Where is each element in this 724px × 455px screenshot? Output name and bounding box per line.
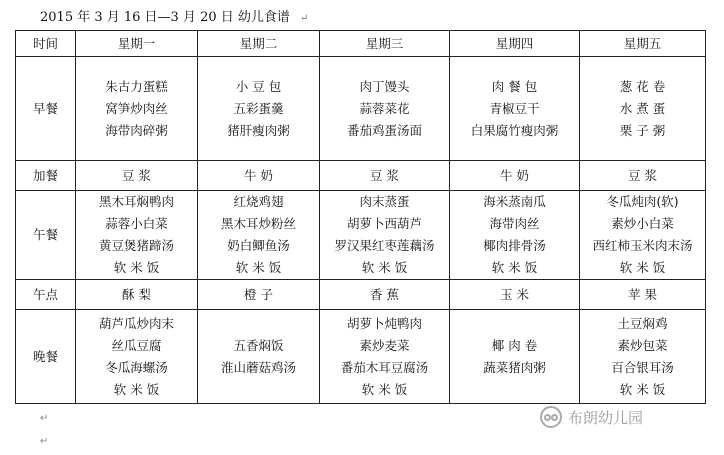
- dish-item: 丝瓜豆腐: [111, 338, 162, 353]
- menu-cell-wednesday: [320, 310, 450, 404]
- menu-cell-monday: [76, 161, 198, 191]
- dish-item: 青椒豆干: [489, 100, 540, 116]
- dish-item: 水 煮 蛋: [619, 100, 666, 116]
- dish-item: 椰 肉 卷: [491, 338, 538, 353]
- dish-item: 葱 花 卷: [619, 78, 666, 94]
- menu-cell-tuesday: [198, 191, 320, 280]
- dish-item: 软 米 饭: [361, 382, 408, 397]
- dish-item: 牛 奶: [244, 167, 273, 183]
- dish-item: 番茄木耳豆腐汤: [340, 360, 429, 375]
- paragraph-mark: ↵: [40, 436, 49, 447]
- menu-cell-thursday: [450, 280, 580, 310]
- dish-item: 五彩蛋羹: [233, 100, 284, 116]
- dish-item: 软 米 饭: [113, 382, 160, 397]
- dish-item: 百合银耳汤: [611, 360, 674, 375]
- dish-item: 肉 餐 包: [491, 78, 538, 94]
- menu-cell-wednesday: [320, 57, 450, 161]
- dish-item: [450, 313, 579, 335]
- menu-cell-monday: [76, 280, 198, 310]
- dish-item: 黑木耳炒粉丝: [220, 216, 296, 231]
- menu-cell-wednesday: [320, 191, 450, 280]
- dish-item: 五香焖饭: [233, 338, 284, 353]
- dish-item: [198, 313, 319, 335]
- menu-cell-tuesday: [198, 310, 320, 404]
- meal-row: [16, 191, 706, 280]
- weekly-menu-table: [15, 30, 706, 404]
- dish-item: 软 米 饭: [361, 260, 408, 275]
- header-row: [16, 31, 706, 57]
- dish-item: 红烧鸡翅: [233, 194, 284, 209]
- meal-row: [16, 310, 706, 404]
- menu-cell-monday: [76, 191, 198, 280]
- meal-label: 午餐: [16, 191, 76, 280]
- meal-row: [16, 57, 706, 161]
- dish-item: 黄豆煲猪蹄汤: [98, 238, 174, 253]
- meal-label: 早餐: [16, 57, 76, 161]
- menu-cell-tuesday: [198, 57, 320, 161]
- dish-item: 肉丁馒头: [359, 78, 410, 94]
- header-wednesday: 星期三: [320, 31, 450, 57]
- dish-item: 素炒包菜: [617, 338, 668, 353]
- menu-cell-friday: [580, 161, 706, 191]
- dish-item: 豆 浆: [122, 167, 151, 183]
- meal-label: 午点: [16, 280, 76, 310]
- dish-item: 蒜蓉小白菜: [105, 216, 168, 231]
- menu-cell-wednesday: [320, 161, 450, 191]
- menu-cell-friday: [580, 310, 706, 404]
- meal-label: 加餐: [16, 161, 76, 191]
- dish-item: 椰肉排骨汤: [483, 238, 546, 253]
- dish-item: 香 蕉: [370, 286, 399, 302]
- dish-item: 软 米 饭: [113, 260, 160, 275]
- dish-item: 蔬菜猪肉粥: [483, 360, 546, 375]
- dish-item: 黑木耳焖鸭肉: [98, 194, 174, 209]
- menu-cell-thursday: [450, 57, 580, 161]
- menu-cell-friday: [580, 57, 706, 161]
- dish-item: 猪肝瘦肉粥: [227, 122, 290, 138]
- watermark: [540, 406, 643, 428]
- meal-row: [16, 280, 706, 310]
- header-monday: 星期一: [76, 31, 198, 57]
- dish-item: 橙 子: [244, 286, 273, 302]
- menu-cell-thursday: [450, 161, 580, 191]
- dish-item: 海带肉丝: [489, 216, 540, 231]
- dish-item: 软 米 饭: [619, 260, 666, 275]
- menu-title: 2015 年 3 月 16 日—3 月 20 日 幼儿食谱 ↵: [40, 10, 309, 25]
- dish-item: 豆 浆: [370, 167, 399, 183]
- dish-item: 奶白鲫鱼汤: [227, 238, 290, 253]
- dish-item: 白果腐竹瘦肉粥: [470, 122, 559, 138]
- watermark-text: 布朗幼儿园: [568, 408, 644, 427]
- menu-cell-monday: [76, 57, 198, 161]
- dish-item: 牛 奶: [500, 167, 529, 183]
- dish-item: 土豆焖鸡: [617, 316, 668, 331]
- dish-item: 酥 梨: [122, 286, 151, 302]
- menu-cell-friday: [580, 191, 706, 280]
- header-friday: 星期五: [580, 31, 706, 57]
- dish-item: 冬瓜海螺汤: [105, 360, 168, 375]
- dish-item: 淮山蘑菇鸡汤: [220, 360, 296, 375]
- dish-item: 海米蒸南瓜: [483, 194, 546, 209]
- dish-item: 冬瓜炖肉(软): [606, 194, 679, 209]
- dish-item: 素炒小白菜: [611, 216, 674, 231]
- menu-cell-monday: [76, 310, 198, 404]
- header-thursday: 星期四: [450, 31, 580, 57]
- dish-item: 窝笋炒肉丝: [105, 100, 168, 116]
- dish-item: 罗汉果红枣莲藕汤: [334, 238, 435, 253]
- dish-item: 豆 浆: [628, 167, 657, 183]
- menu-cell-tuesday: [198, 280, 320, 310]
- header-time: 时间: [16, 31, 76, 57]
- dish-item: 蒜蓉菜花: [359, 100, 410, 116]
- menu-cell-thursday: [450, 310, 580, 404]
- dish-item: 小 豆 包: [235, 78, 282, 94]
- menu-cell-tuesday: [198, 161, 320, 191]
- dish-item: 朱古力蛋糕: [105, 78, 168, 94]
- meal-row: [16, 161, 706, 191]
- dish-item: 番茄鸡蛋汤面: [346, 122, 422, 138]
- dish-item: 苹 果: [628, 286, 657, 302]
- dish-item: 栗 子 粥: [619, 122, 666, 138]
- dish-item: 肉末蒸蛋: [359, 194, 410, 209]
- dish-item: 玉 米: [500, 286, 529, 302]
- menu-cell-thursday: [450, 191, 580, 280]
- dish-item: 软 米 饭: [619, 382, 666, 397]
- dish-item: 西红柿玉米肉末汤: [592, 238, 693, 253]
- dish-item: 海带肉碎粥: [105, 122, 168, 138]
- dish-item: 软 米 饭: [235, 260, 282, 275]
- wechat-icon: [540, 406, 562, 428]
- header-tuesday: 星期二: [198, 31, 320, 57]
- menu-cell-friday: [580, 280, 706, 310]
- dish-item: 胡萝卜炖鸭肉: [346, 316, 422, 331]
- dish-item: 软 米 饭: [491, 260, 538, 275]
- menu-cell-wednesday: [320, 280, 450, 310]
- dish-item: 葫芦瓜炒肉末: [98, 316, 174, 331]
- meal-label: 晚餐: [16, 310, 76, 404]
- dish-item: 素炒麦菜: [359, 338, 410, 353]
- paragraph-mark: ↵: [40, 413, 49, 424]
- dish-item: 胡萝卜西葫芦: [346, 216, 422, 231]
